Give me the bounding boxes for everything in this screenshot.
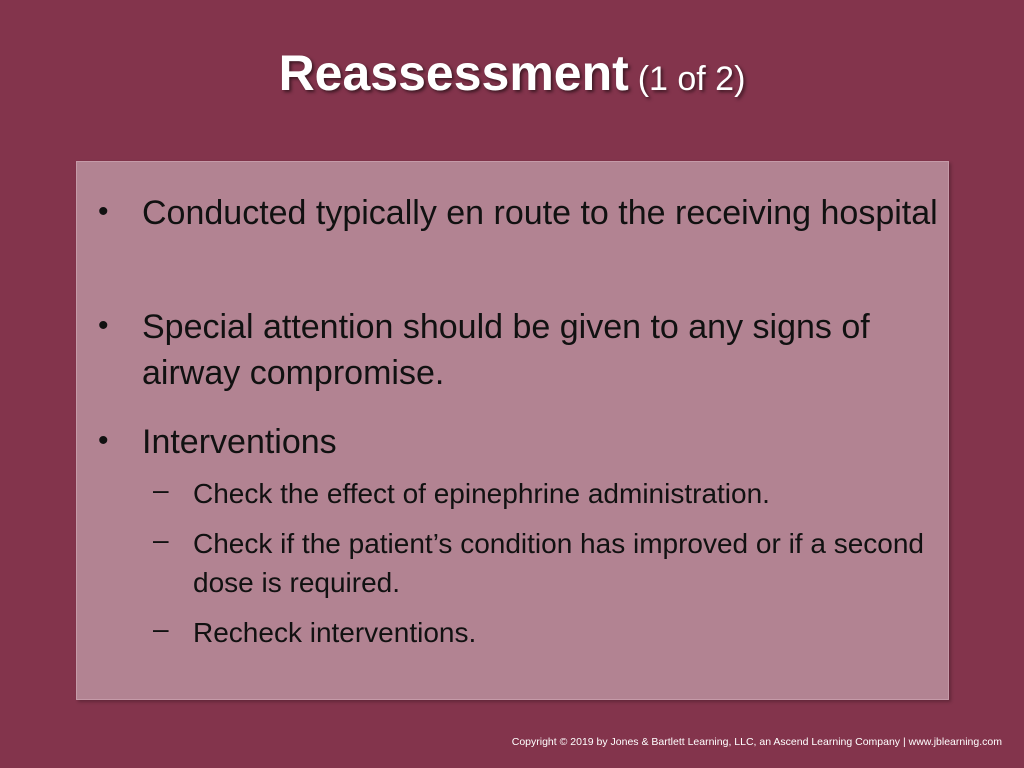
bullet-marker: • [98, 424, 109, 457]
bullet-item [98, 304, 942, 396]
sub-bullet-item [153, 474, 943, 513]
content-box [76, 161, 949, 700]
bullet-item [98, 190, 942, 236]
sub-bullet-text: Check if the patient’s condition has improved or if a second dose is required. [193, 528, 925, 598]
sub-bullet-marker: – [153, 524, 169, 555]
title-page-indicator: (1 of 2) [637, 60, 746, 98]
bullet-item [98, 419, 942, 465]
bullet-text: Conducted typically en route to the receiving hospital [142, 194, 938, 232]
bullet-text: Special attention should be given to any signs of airway compromise. [142, 308, 870, 392]
copyright-footer: Copyright © 2019 by Jones & Bartlett Learning, LLC, an Ascend Learning Company | www.jblearning.com [511, 736, 1002, 748]
sub-bullet-marker: – [153, 474, 169, 505]
sub-bullet-item [153, 524, 943, 602]
bullet-text: Interventions [142, 423, 337, 461]
sub-bullet-text: Recheck interventions. [193, 617, 477, 648]
slide-title [0, 44, 1024, 102]
sub-bullet-text: Check the effect of epinephrine administration. [193, 478, 770, 509]
sub-bullet-item [153, 613, 943, 652]
sub-bullet-marker: – [153, 613, 169, 644]
bullet-marker: • [98, 195, 109, 228]
bullet-marker: • [98, 309, 109, 342]
title-main: Reassessment [278, 45, 629, 101]
